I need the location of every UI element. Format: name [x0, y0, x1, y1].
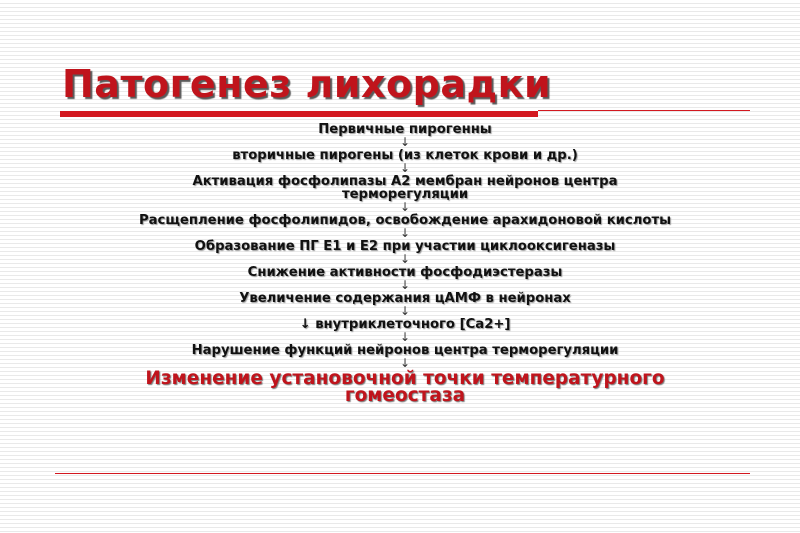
down-arrow-icon: ↓ — [399, 161, 411, 175]
down-arrow-icon: ↓ — [399, 252, 411, 266]
down-arrow-icon: ↓ — [399, 135, 411, 149]
down-arrow-icon: ↓ — [399, 356, 411, 370]
step-phospholipid-cleavage: Расщепление фосфолипидов, освобождение арахидоновой кислоты — [138, 213, 672, 228]
bottom-divider — [55, 473, 750, 474]
step-secondary-pyrogens: вторичные пирогены (из клеток крови и др.) — [232, 148, 578, 163]
down-arrow-icon: ↓ — [399, 304, 411, 318]
step-prostaglandin-formation: Образование ПГ Е1 и Е2 при участии циклооксигеназы — [194, 239, 616, 254]
pathogenesis-flow — [60, 123, 750, 404]
down-arrow-icon: ↓ — [399, 330, 411, 344]
down-arrow-icon: ↓ — [399, 278, 411, 292]
title-underline-thick — [60, 111, 538, 117]
step-intracellular-calcium: ↓ внутриклеточного [Са2+] — [299, 317, 511, 332]
down-arrow-icon: ↓ — [399, 200, 411, 214]
down-arrow-icon: ↓ — [399, 226, 411, 240]
final-setpoint-change: Изменение установочной точки температурного гомеостаза — [145, 368, 665, 406]
step-neuron-dysfunction: Нарушение функций нейронов центра терморегуляции — [191, 343, 619, 358]
step-phospholipase-activation: Активация фосфолипазы А2 мембран нейронов центра терморегуляции — [192, 174, 618, 202]
step-camp-increase: Увеличение содержания цАМФ в нейронах — [239, 291, 571, 306]
step-primary-pyrogens: Первичные пирогенны — [318, 122, 492, 137]
slide-title: Патогенез лихорадки — [62, 62, 552, 106]
title-underline-thin — [538, 110, 750, 111]
step-phosphodiesterase-decrease: Снижение активности фосфодиэстеразы — [247, 265, 563, 280]
